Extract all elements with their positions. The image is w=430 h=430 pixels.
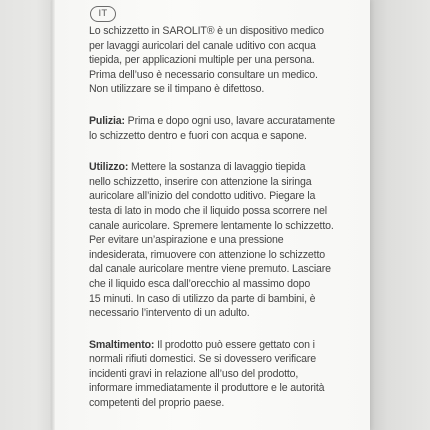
intro-paragraph [89,24,365,97]
leaflet-text [89,24,365,411]
pulizia-first-line [89,114,365,129]
card-edge [52,0,55,430]
smaltimento-first-text: Il prodotto può essere gettato con i [154,338,315,351]
utilizzo-paragraph [89,160,365,321]
background-right [370,0,430,430]
intro-line: Non utilizzare se il timpano è difettoso. [89,83,265,96]
pulizia-heading: Pulizia: [89,114,125,127]
background-left [0,0,52,430]
language-badge: IT [90,6,116,22]
intro-line: Prima dell’uso è necessario consultare un medico. [89,68,318,81]
smaltimento-line: normali rifiuti domestici. Se si dovessero verificare [89,353,316,366]
utilizzo-line: Per evitare un’aspirazione e una pressione [89,234,284,247]
utilizzo-line: necessario l’intervento di un adulto. [89,307,250,320]
smaltimento-line: competenti del proprio paese. [89,397,225,410]
utilizzo-line: canale auricolare. Spremere lentamente lo schizzetto. [89,219,334,232]
intro-line: per lavaggi auricolari del canale uditivo con acqua [89,39,316,52]
utilizzo-line: dal canale auricolare mentre viene premuto. Lasciare [89,263,331,276]
smaltimento-line: informare immediatamente il produttore e le autorità [89,382,325,395]
smaltimento-paragraph [89,338,365,411]
intro-line: tiepida, per applicazioni multiple per una persona. [89,54,315,67]
intro-line: Lo schizzetto in SAROLIT® è un dispositivo medico [89,25,324,37]
smaltimento-first-line [89,338,365,353]
utilizzo-line: che il liquido esca dall’orecchio al massimo dopo [89,277,311,290]
pulizia-first-text: Prima e dopo ogni uso, lavare accuratamente [124,114,335,127]
utilizzo-line: nello schizzetto, inserire con attenzione la siringa [89,175,312,188]
smaltimento-line: incidenti gravi in relazione all’uso del prodotto, [89,367,299,380]
utilizzo-line: testa di lato in modo che il liquido possa scorrere nel [89,204,327,217]
utilizzo-line: auricolare all’inizio del condotto uditivo. Piegare la [89,190,316,203]
smaltimento-heading: Smaltimento: [89,338,155,351]
utilizzo-first-line [89,160,365,175]
utilizzo-first-text: Mettere la sostanza di lavaggio tiepida [128,161,306,174]
utilizzo-heading: Utilizzo: [89,161,129,174]
utilizzo-line: indesiderata, rimuovere con attenzione lo schizzetto [89,248,325,261]
utilizzo-line: 15 minuti. In caso di utilizzo da parte di bambini, è [89,292,316,305]
pulizia-line: lo schizzetto dentro e fuori con acqua e sapone. [89,129,307,142]
leaflet-card [52,0,370,430]
pulizia-paragraph [89,114,365,143]
